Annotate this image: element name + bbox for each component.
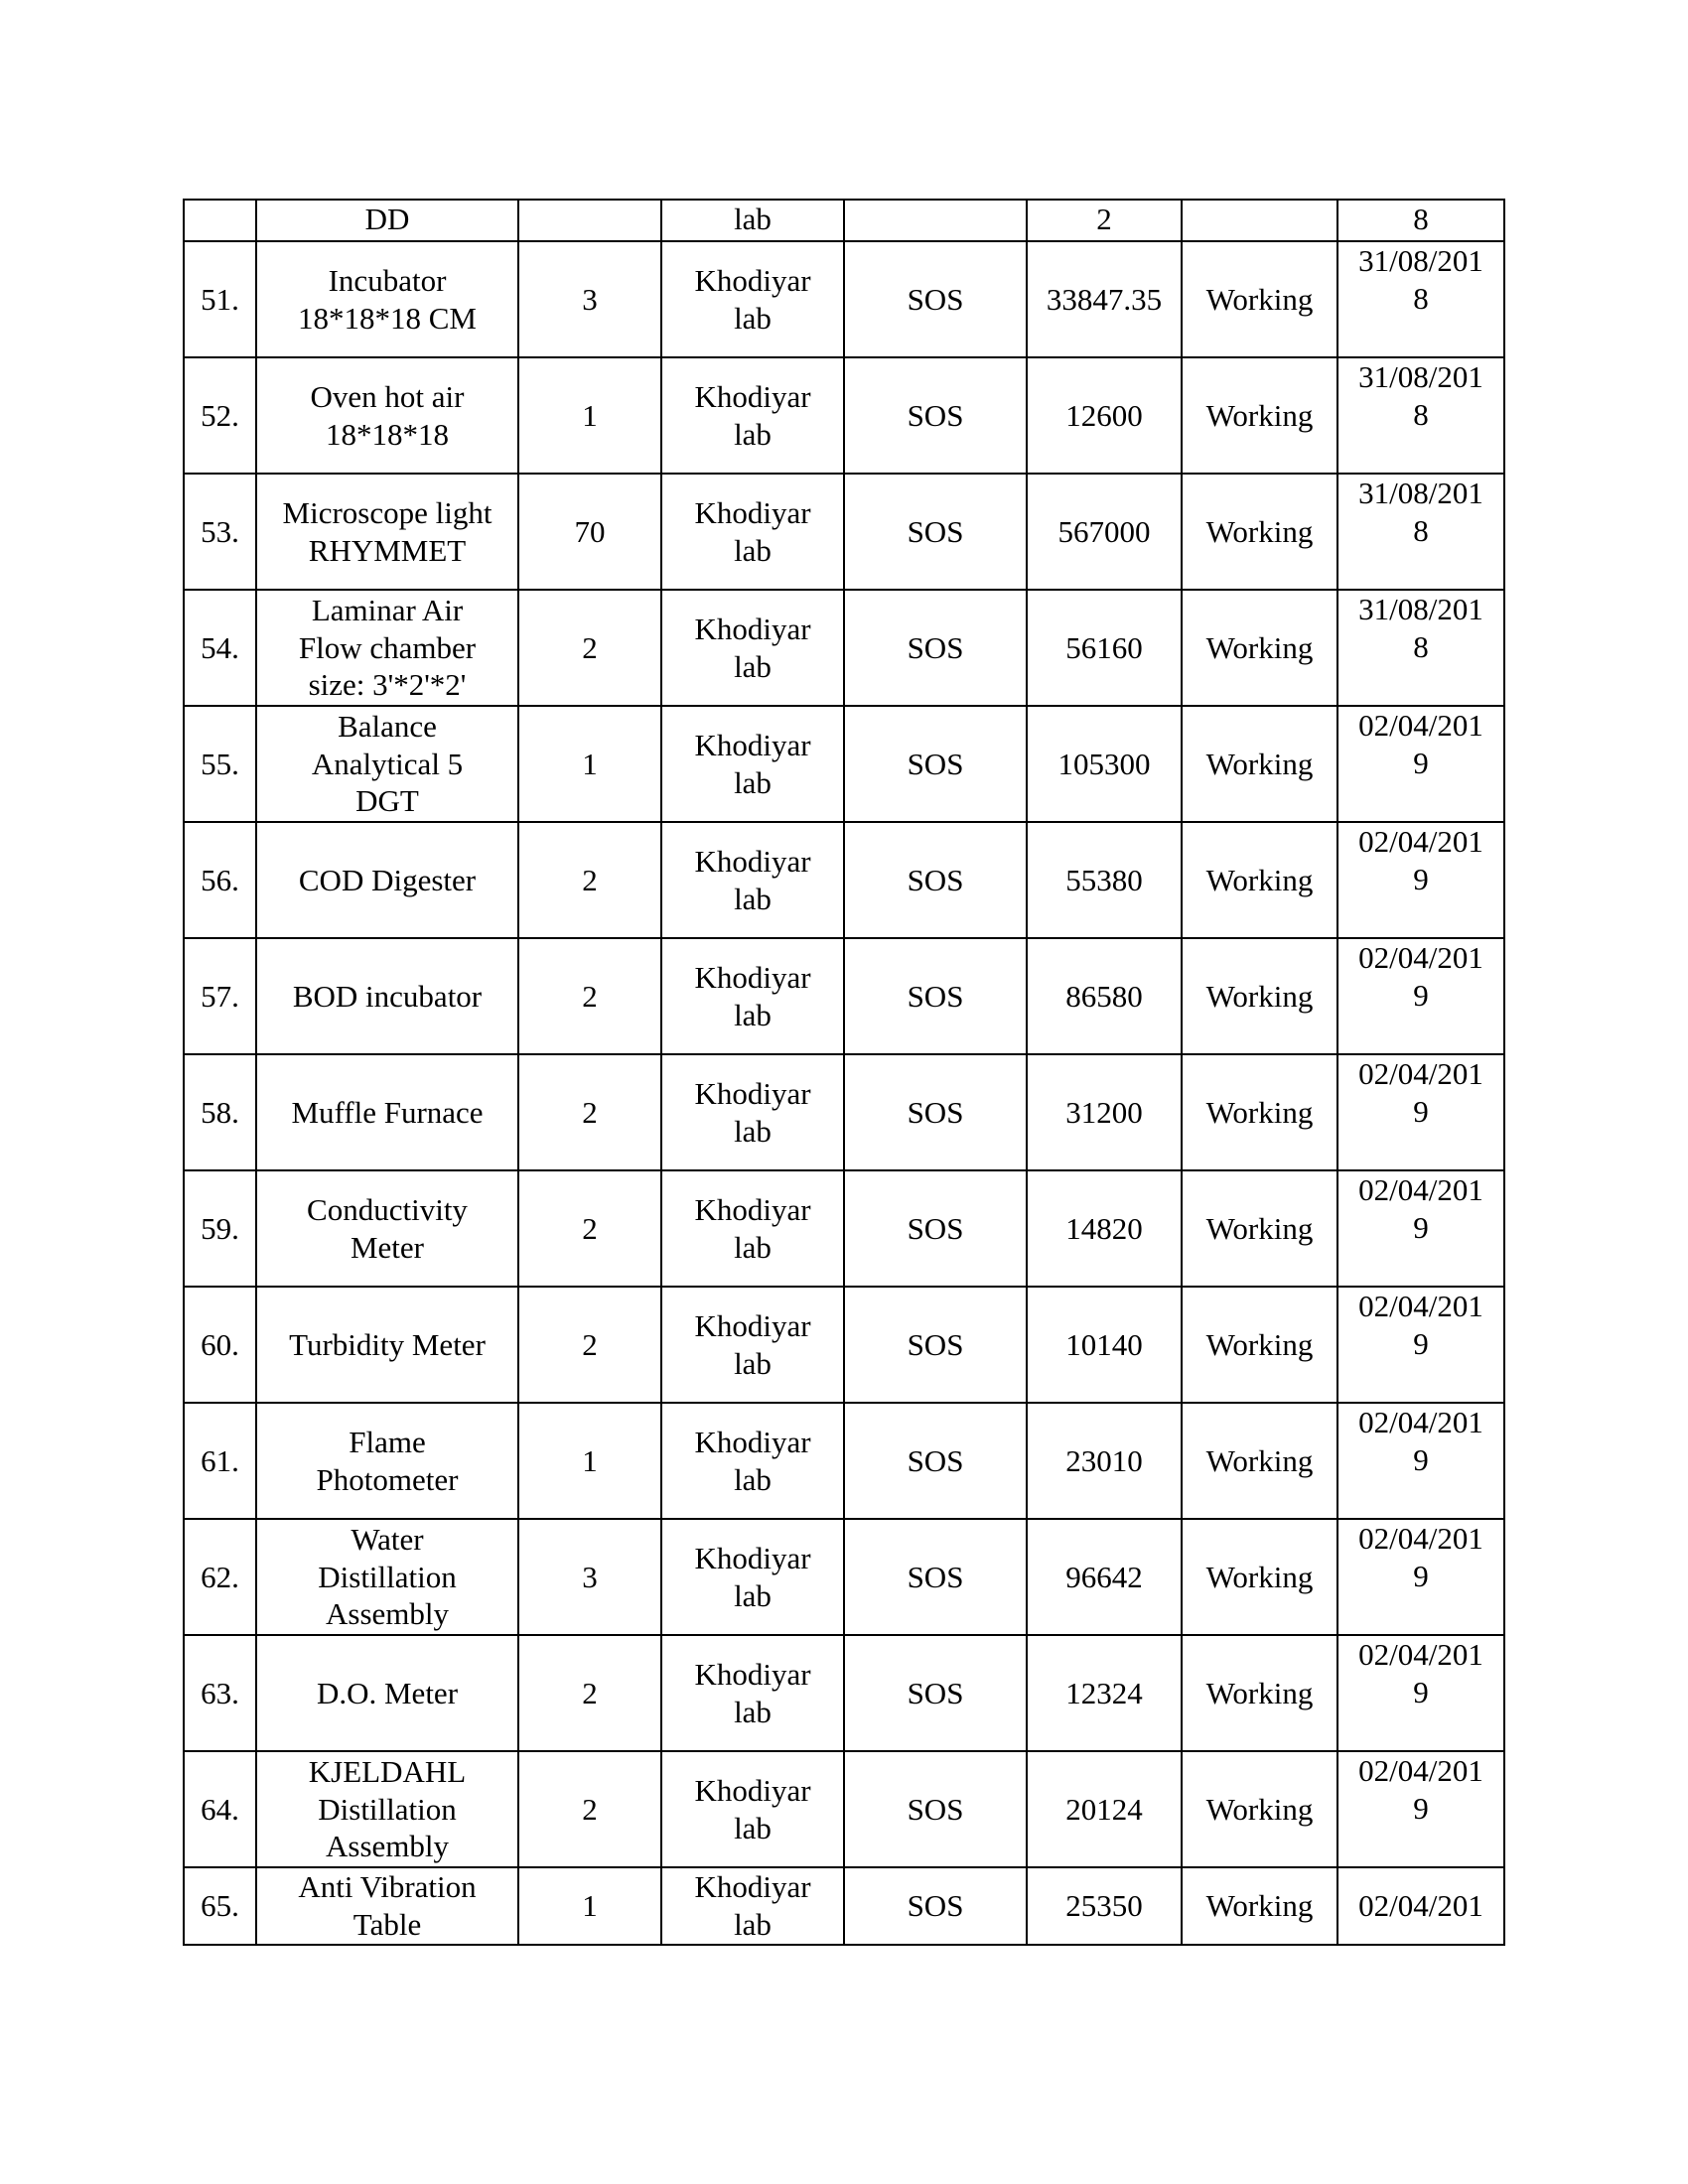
cell-location: Khodiyar lab bbox=[661, 1751, 844, 1867]
cell-dept bbox=[844, 200, 1027, 241]
table-row bbox=[184, 590, 1504, 706]
cell-qty bbox=[518, 200, 661, 241]
cell-location: Khodiyar lab bbox=[661, 1635, 844, 1751]
cell-dept: SOS bbox=[844, 1170, 1027, 1287]
cell-status: Working bbox=[1182, 474, 1337, 590]
cell-dept: SOS bbox=[844, 474, 1027, 590]
cell-date: 02/04/201 9 bbox=[1337, 1519, 1504, 1635]
cell-date: 31/08/201 8 bbox=[1337, 241, 1504, 357]
cell-location: Khodiyar lab bbox=[661, 1403, 844, 1519]
cell-dept: SOS bbox=[844, 1751, 1027, 1867]
cell-qty: 1 bbox=[518, 1403, 661, 1519]
cell-dept: SOS bbox=[844, 357, 1027, 474]
cell-no: 62. bbox=[184, 1519, 256, 1635]
cell-name: COD Digester bbox=[256, 822, 518, 938]
cell-qty: 2 bbox=[518, 1751, 661, 1867]
table-row bbox=[184, 1635, 1504, 1751]
table-body bbox=[184, 200, 1504, 1945]
cell-status: Working bbox=[1182, 1287, 1337, 1403]
table-row bbox=[184, 1751, 1504, 1867]
cell-cost: 2 bbox=[1027, 200, 1182, 241]
cell-no: 58. bbox=[184, 1054, 256, 1170]
cell-date: 02/04/201 9 bbox=[1337, 938, 1504, 1054]
cell-dept: SOS bbox=[844, 241, 1027, 357]
cell-location: Khodiyar lab bbox=[661, 357, 844, 474]
cell-qty: 1 bbox=[518, 706, 661, 822]
cell-dept: SOS bbox=[844, 822, 1027, 938]
table-row bbox=[184, 1867, 1504, 1945]
cell-no: 54. bbox=[184, 590, 256, 706]
cell-qty: 1 bbox=[518, 357, 661, 474]
cell-qty: 2 bbox=[518, 1635, 661, 1751]
cell-date: 31/08/201 8 bbox=[1337, 474, 1504, 590]
continuation-row bbox=[184, 200, 1504, 241]
cell-cost: 12324 bbox=[1027, 1635, 1182, 1751]
cell-no: 59. bbox=[184, 1170, 256, 1287]
cell-qty: 2 bbox=[518, 590, 661, 706]
table-row bbox=[184, 1287, 1504, 1403]
cell-name: D.O. Meter bbox=[256, 1635, 518, 1751]
cell-no: 64. bbox=[184, 1751, 256, 1867]
cell-status: Working bbox=[1182, 706, 1337, 822]
cell-name: Oven hot air 18*18*18 bbox=[256, 357, 518, 474]
cell-dept: SOS bbox=[844, 1635, 1027, 1751]
cell-cost: 23010 bbox=[1027, 1403, 1182, 1519]
cell-no: 65. bbox=[184, 1867, 256, 1945]
cell-name: Microscope light RHYMMET bbox=[256, 474, 518, 590]
cell-location: Khodiyar lab bbox=[661, 938, 844, 1054]
cell-cost: 105300 bbox=[1027, 706, 1182, 822]
table-row bbox=[184, 1519, 1504, 1635]
cell-date: 31/08/201 8 bbox=[1337, 357, 1504, 474]
table-row bbox=[184, 241, 1504, 357]
cell-dept: SOS bbox=[844, 706, 1027, 822]
cell-name: Laminar Air Flow chamber size: 3'*2'*2' bbox=[256, 590, 518, 706]
cell-date: 02/04/201 9 bbox=[1337, 706, 1504, 822]
cell-name: Incubator 18*18*18 CM bbox=[256, 241, 518, 357]
cell-name: Anti Vibration Table bbox=[256, 1867, 518, 1945]
cell-location: Khodiyar lab bbox=[661, 706, 844, 822]
cell-cost: 25350 bbox=[1027, 1867, 1182, 1945]
cell-name: BOD incubator bbox=[256, 938, 518, 1054]
equipment-table bbox=[183, 199, 1505, 1946]
cell-status: Working bbox=[1182, 357, 1337, 474]
cell-cost: 20124 bbox=[1027, 1751, 1182, 1867]
cell-qty: 2 bbox=[518, 822, 661, 938]
cell-no: 55. bbox=[184, 706, 256, 822]
cell-status: Working bbox=[1182, 241, 1337, 357]
cell-status: Working bbox=[1182, 1170, 1337, 1287]
cell-name: Muffle Furnace bbox=[256, 1054, 518, 1170]
cell-no: 60. bbox=[184, 1287, 256, 1403]
cell-qty: 2 bbox=[518, 1287, 661, 1403]
cell-location: Khodiyar lab bbox=[661, 1170, 844, 1287]
cell-location: Khodiyar lab bbox=[661, 1867, 844, 1945]
cell-status: Working bbox=[1182, 1403, 1337, 1519]
cell-status: Working bbox=[1182, 1867, 1337, 1945]
cell-cost: 96642 bbox=[1027, 1519, 1182, 1635]
cell-no: 56. bbox=[184, 822, 256, 938]
cell-date: 02/04/201 9 bbox=[1337, 822, 1504, 938]
cell-cost: 55380 bbox=[1027, 822, 1182, 938]
cell-qty: 70 bbox=[518, 474, 661, 590]
cell-cost: 86580 bbox=[1027, 938, 1182, 1054]
cell-status: Working bbox=[1182, 938, 1337, 1054]
cell-location: lab bbox=[661, 200, 844, 241]
cell-date: 8 bbox=[1337, 200, 1504, 241]
cell-qty: 3 bbox=[518, 241, 661, 357]
cell-qty: 2 bbox=[518, 938, 661, 1054]
cell-no: 57. bbox=[184, 938, 256, 1054]
cell-status bbox=[1182, 200, 1337, 241]
table-row bbox=[184, 1403, 1504, 1519]
cell-dept: SOS bbox=[844, 1867, 1027, 1945]
cell-qty: 2 bbox=[518, 1054, 661, 1170]
cell-location: Khodiyar lab bbox=[661, 474, 844, 590]
cell-name: Conductivity Meter bbox=[256, 1170, 518, 1287]
cell-cost: 14820 bbox=[1027, 1170, 1182, 1287]
cell-location: Khodiyar lab bbox=[661, 822, 844, 938]
cell-status: Working bbox=[1182, 1635, 1337, 1751]
cell-cost: 31200 bbox=[1027, 1054, 1182, 1170]
cell-cost: 567000 bbox=[1027, 474, 1182, 590]
cell-no: 52. bbox=[184, 357, 256, 474]
cell-no: 61. bbox=[184, 1403, 256, 1519]
cell-date: 02/04/201 9 bbox=[1337, 1054, 1504, 1170]
cell-name: Flame Photometer bbox=[256, 1403, 518, 1519]
cell-dept: SOS bbox=[844, 1403, 1027, 1519]
cell-date: 02/04/201 9 bbox=[1337, 1170, 1504, 1287]
table-row bbox=[184, 1170, 1504, 1287]
table-row bbox=[184, 357, 1504, 474]
cell-date: 02/04/201 9 bbox=[1337, 1403, 1504, 1519]
cell-date: 02/04/201 9 bbox=[1337, 1287, 1504, 1403]
cell-cost: 12600 bbox=[1027, 357, 1182, 474]
cell-status: Working bbox=[1182, 1751, 1337, 1867]
cell-status: Working bbox=[1182, 1519, 1337, 1635]
cell-location: Khodiyar lab bbox=[661, 590, 844, 706]
cell-date: 02/04/201 9 bbox=[1337, 1751, 1504, 1867]
cell-no bbox=[184, 200, 256, 241]
cell-name: KJELDAHL Distillation Assembly bbox=[256, 1751, 518, 1867]
cell-location: Khodiyar lab bbox=[661, 1287, 844, 1403]
cell-dept: SOS bbox=[844, 1519, 1027, 1635]
cell-location: Khodiyar lab bbox=[661, 1054, 844, 1170]
cell-name: Balance Analytical 5 DGT bbox=[256, 706, 518, 822]
cell-status: Working bbox=[1182, 1054, 1337, 1170]
cell-no: 51. bbox=[184, 241, 256, 357]
cell-name: Water Distillation Assembly bbox=[256, 1519, 518, 1635]
table-row bbox=[184, 706, 1504, 822]
cell-cost: 56160 bbox=[1027, 590, 1182, 706]
cell-qty: 3 bbox=[518, 1519, 661, 1635]
table-row bbox=[184, 822, 1504, 938]
cell-name: Turbidity Meter bbox=[256, 1287, 518, 1403]
cell-date: 02/04/201 9 bbox=[1337, 1635, 1504, 1751]
cell-status: Working bbox=[1182, 822, 1337, 938]
cell-cost: 33847.35 bbox=[1027, 241, 1182, 357]
cell-dept: SOS bbox=[844, 1054, 1027, 1170]
cell-status: Working bbox=[1182, 590, 1337, 706]
cell-cost: 10140 bbox=[1027, 1287, 1182, 1403]
cell-no: 53. bbox=[184, 474, 256, 590]
cell-name: DD bbox=[256, 200, 518, 241]
cell-location: Khodiyar lab bbox=[661, 1519, 844, 1635]
cell-qty: 1 bbox=[518, 1867, 661, 1945]
table-row bbox=[184, 474, 1504, 590]
cell-qty: 2 bbox=[518, 1170, 661, 1287]
cell-date: 02/04/201 bbox=[1337, 1867, 1504, 1945]
table-row bbox=[184, 1054, 1504, 1170]
table-row bbox=[184, 938, 1504, 1054]
cell-location: Khodiyar lab bbox=[661, 241, 844, 357]
cell-dept: SOS bbox=[844, 1287, 1027, 1403]
cell-dept: SOS bbox=[844, 938, 1027, 1054]
cell-dept: SOS bbox=[844, 590, 1027, 706]
cell-no: 63. bbox=[184, 1635, 256, 1751]
cell-date: 31/08/201 8 bbox=[1337, 590, 1504, 706]
